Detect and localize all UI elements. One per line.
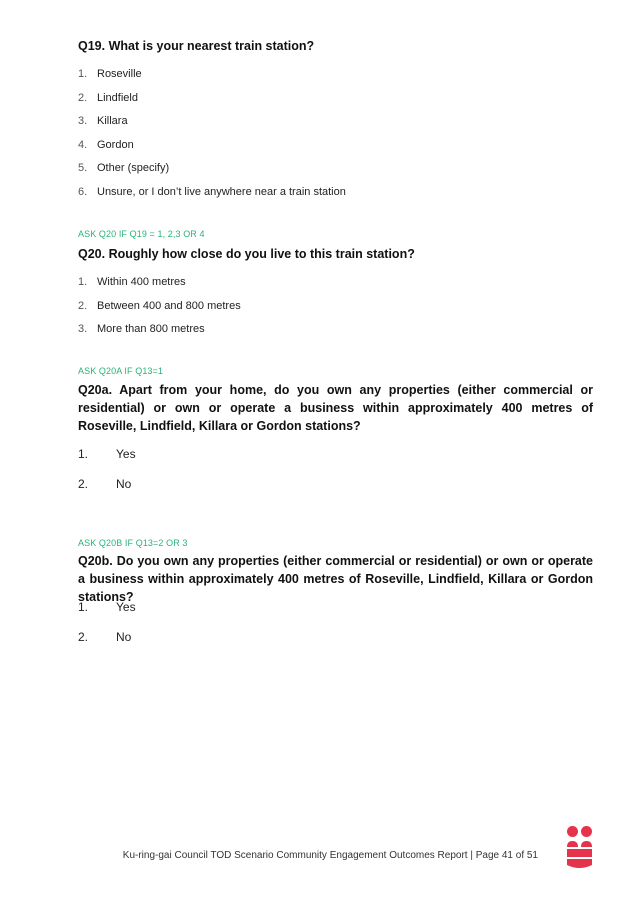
option-label: Unsure, or I don’t live anywhere near a train station [97, 186, 346, 198]
option-q19-3 [78, 115, 128, 127]
option-number: 2. [78, 630, 89, 644]
option-label: No [116, 630, 132, 644]
option-number: 1. [78, 68, 88, 80]
option-label: Roseville [97, 68, 142, 80]
option-label: Yes [116, 600, 136, 614]
option-label: Other (specify) [97, 162, 170, 174]
option-number: 1. [78, 276, 88, 288]
option-number: 1. [78, 600, 89, 614]
option-number: 6. [78, 186, 88, 198]
council-logo-icon [566, 825, 593, 870]
option-q20a-2 [78, 477, 131, 491]
option-number: 3. [78, 115, 88, 127]
question-q19: Q19. What is your nearest train station? [78, 39, 315, 53]
page-footer: Ku-ring-gai Council TOD Scenario Community Engagement Outcomes Report | Page 41 of 51 [122, 850, 538, 861]
option-q20b-2 [78, 630, 131, 644]
option-q20-1 [78, 276, 186, 288]
option-label: Gordon [97, 139, 134, 151]
ask-instruction-q20: ASK Q20 IF Q19 = 1, 2,3 OR 4 [78, 229, 205, 239]
option-label: Lindfield [97, 92, 138, 104]
option-label: Killara [97, 115, 128, 127]
ask-instruction-q20a: ASK Q20A IF Q13=1 [78, 366, 163, 376]
question-q20a: Q20a. Apart from your home, do you own any properties (either commercial or residential) or own or operate a business within approximately 400 metres of Roseville, Lindfield, Killara or Gordon stations? [78, 383, 593, 433]
option-q20b-1 [78, 600, 136, 614]
option-q19-4 [78, 139, 134, 151]
option-number: 2. [78, 477, 89, 491]
option-label: Within 400 metres [97, 276, 186, 288]
option-q19-6 [78, 186, 346, 198]
option-label: Between 400 and 800 metres [97, 300, 241, 312]
question-q20b: Q20b. Do you own any properties (either commercial or residential) or own or operate a business within approximately 400 metres of Roseville, Lindfield, Killara or Gordon stations? [78, 554, 593, 604]
option-q20-3 [78, 323, 205, 335]
option-number: 1. [78, 447, 89, 461]
option-number: 5. [78, 162, 88, 174]
option-label: No [116, 477, 132, 491]
option-label: More than 800 metres [97, 323, 205, 335]
option-number: 4. [78, 139, 88, 151]
option-number: 2. [78, 300, 88, 312]
option-q20a-1 [78, 447, 136, 461]
option-q20-2 [78, 300, 241, 312]
option-q19-5 [78, 162, 169, 174]
ask-instruction-q20b: ASK Q20B IF Q13=2 OR 3 [78, 538, 188, 548]
option-number: 2. [78, 92, 88, 104]
option-q19-2 [78, 92, 138, 104]
question-q20: Q20. Roughly how close do you live to this train station? [78, 247, 415, 261]
option-q19-1 [78, 68, 142, 80]
option-label: Yes [116, 447, 136, 461]
option-number: 3. [78, 323, 88, 335]
